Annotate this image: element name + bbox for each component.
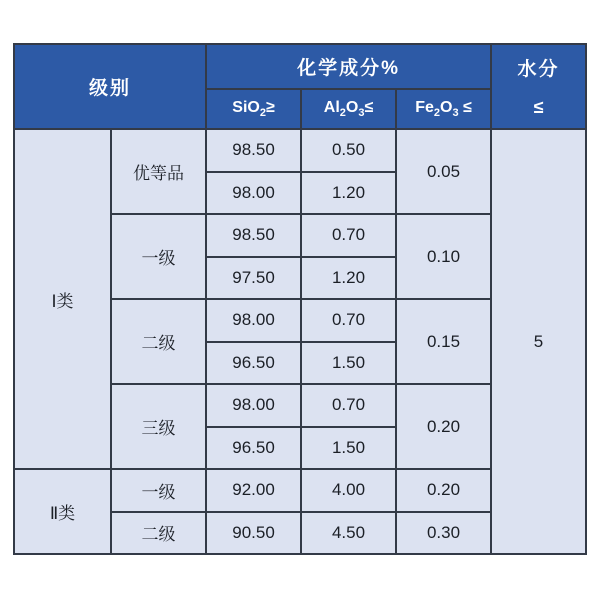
cell-sio2: 98.00	[206, 172, 301, 215]
cell-class: Ⅱ类	[14, 469, 111, 554]
formula-subscript: 2	[259, 107, 266, 120]
formula-subscript: 3	[358, 107, 365, 120]
cell-sio2: 96.50	[206, 427, 301, 470]
header-moisture-cell	[491, 44, 586, 129]
moisture-label: 水分	[517, 58, 560, 80]
header-chem-cell: 化学成分%	[206, 44, 491, 89]
formula-subscript: 2	[433, 107, 440, 120]
cell-fe2o3: 0.05	[396, 129, 491, 214]
cell-al2o3: 1.20	[301, 172, 396, 215]
cell-sio2: 98.00	[206, 384, 301, 427]
cell-grade: 优等品	[111, 129, 206, 214]
cell-sio2: 96.50	[206, 342, 301, 385]
cell-al2o3: 0.70	[301, 299, 396, 342]
cell-grade: 一级	[111, 469, 206, 512]
cell-al2o3: 0.50	[301, 129, 396, 172]
cell-al2o3: 0.70	[301, 214, 396, 257]
cell-al2o3: 1.50	[301, 342, 396, 385]
cell-sio2: 97.50	[206, 257, 301, 300]
formula-text: Al	[323, 98, 340, 116]
cell-moisture: 5	[491, 129, 586, 554]
header-sio2-cell	[206, 89, 301, 129]
formula-subscript: 2	[339, 107, 346, 120]
cell-grade: 一级	[111, 214, 206, 299]
cell-grade: 三级	[111, 384, 206, 469]
cell-fe2o3: 0.15	[396, 299, 491, 384]
cell-sio2: 98.50	[206, 214, 301, 257]
cell-al2o3: 1.20	[301, 257, 396, 300]
formula-subscript: 3	[452, 107, 459, 120]
cell-al2o3: 0.70	[301, 384, 396, 427]
cell-sio2: 90.50	[206, 512, 301, 555]
formula-text: O	[440, 98, 453, 116]
formula-operator: ≥	[265, 98, 275, 116]
cell-fe2o3: 0.20	[396, 469, 491, 512]
moisture-operator: ≤	[533, 97, 544, 117]
header-grade-cell: 级别	[14, 44, 206, 129]
cell-al2o3: 4.00	[301, 469, 396, 512]
cell-sio2: 98.50	[206, 129, 301, 172]
cell-fe2o3: 0.30	[396, 512, 491, 555]
header-fe2o3-cell	[396, 89, 491, 129]
formula-text: Fe	[415, 98, 434, 116]
table-row	[14, 129, 586, 172]
header-al2o3-cell	[301, 89, 396, 129]
cell-fe2o3: 0.10	[396, 214, 491, 299]
cell-class: Ⅰ类	[14, 129, 111, 469]
cell-al2o3: 4.50	[301, 512, 396, 555]
cell-grade: 二级	[111, 512, 206, 555]
spec-table	[13, 43, 587, 555]
cell-fe2o3: 0.20	[396, 384, 491, 469]
formula-operator: ≤	[458, 98, 472, 116]
formula-operator: ≤	[364, 98, 374, 116]
cell-sio2: 92.00	[206, 469, 301, 512]
cell-grade: 二级	[111, 299, 206, 384]
header-row	[14, 44, 586, 89]
formula-text: SiO	[232, 98, 260, 116]
formula-text: O	[345, 98, 359, 116]
cell-al2o3: 1.50	[301, 427, 396, 470]
cell-sio2: 98.00	[206, 299, 301, 342]
